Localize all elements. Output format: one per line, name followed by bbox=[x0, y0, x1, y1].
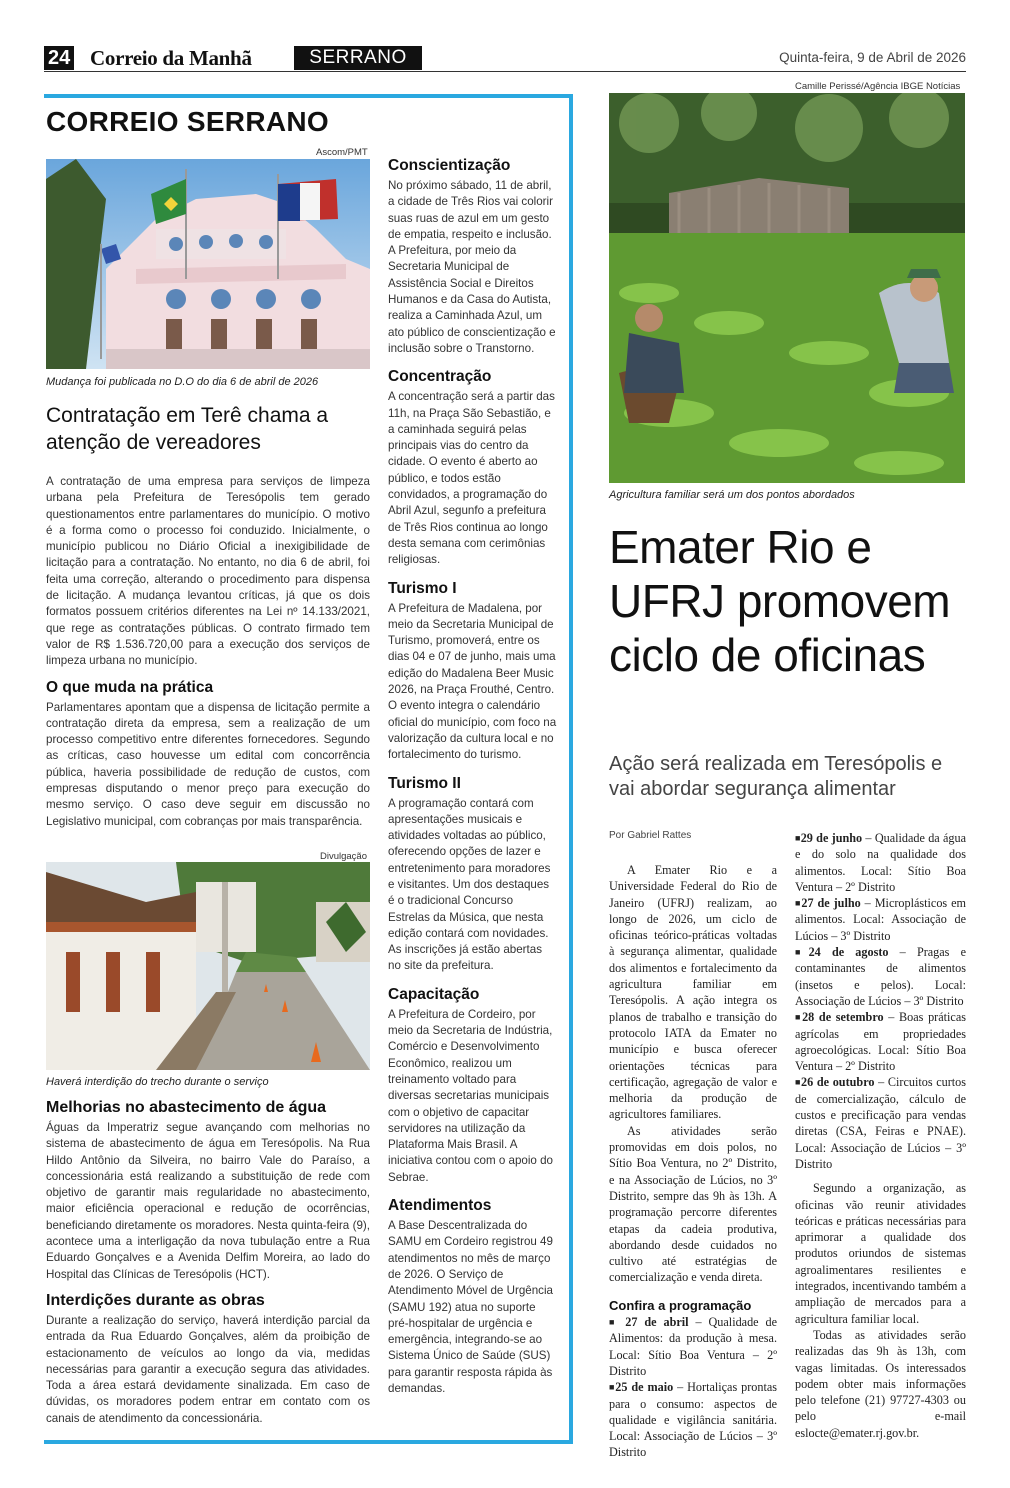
story-subheading: O que muda na prática bbox=[46, 678, 214, 696]
page-number: 24 bbox=[44, 46, 74, 70]
note-body: A concentração será a partir das 11h, na Praça São Sebastião, e a caminhada seguirá pelas principais vias do centro da cidade. O evento é aberto ao público, e todos estão convidados, a programação do Abril Azul, segunfo a prefeitura de Três Rios continua ao longo desta semana com cerimônias religiosas. bbox=[388, 390, 555, 567]
note-title: Atendimentos bbox=[388, 1197, 492, 1215]
program-item: ■24 de agosto – Pragas e contaminantes de alimentos (insetos e pelos). Local: Associação de Lúcios – 3º Distrito bbox=[795, 945, 967, 1008]
note-body: A programação contará com apresentações musicais e atividades voltadas ao público, oferecendo opções de lazer e entretenimento para moradores e visitantes. Um dos destaques é o tradicional Concurso Estrelas da Música, que nesta edição contará com novidades. As inscrições já estão abertas no site da prefeitura. bbox=[388, 796, 551, 973]
box-border-top bbox=[44, 94, 573, 98]
note-title: Conscientização bbox=[388, 157, 511, 174]
note-title: Concentração bbox=[388, 368, 492, 386]
box-border-bottom bbox=[44, 1440, 573, 1444]
photo-caption: Agricultura familiar será um dos pontos abordados bbox=[609, 489, 855, 501]
box-title: CORREIO SERRANO bbox=[46, 106, 329, 137]
program-item: ■ 27 de abril – Qualidade de Alimentos: da produção à mesa. Local: Sítio Boa Ventura – 2º Distrito bbox=[609, 1315, 778, 1378]
article-column-2 bbox=[795, 830, 966, 1441]
article-paragraph: A Emater Rio e a Universidade Federal do Rio de Janeiro (UFRJ) realizam, ao longo de 2026, um ciclo de oficinas teórico-práticas voltadas à segurança alimentar, qualidade dos alimentos e fortalecimento da agricultura familiar em Teresópolis. A ação integra os planos de trabalho e transição do protocolo IATA da Emater no município e busca oferecer orientações técnicas para certificação, agregação de valor e melhoria da produção de agricultores familiares. bbox=[609, 863, 777, 1122]
note-title: Turismo I bbox=[388, 579, 457, 597]
article-byline: Por Gabriel Rattes bbox=[609, 830, 692, 841]
page-header bbox=[44, 44, 966, 72]
story-body: A contratação de uma empresa para serviços de limpeza urbana pela Prefeitura de Teresópolis tem gerado questionamentos entre parlamentares do município. O motivo é a forma como o processo foi conduzido. Inicialmente, o município publicou no Diário Oficial a inexigibilidade de licitação para a contratação. No entanto, no dia 6 de abril, foi feita uma correção, alterando o procedimento para dispensa de licitação. A mudança levantou críticas, já que os dois formatos possuem critérios diferentes na Lei nº 14.133/2021, que rege as contratações públicas. O contrato firmado tem valor de R$ 1.536.720,00 para a execução dos serviços de limpeza urbana no município. bbox=[46, 475, 370, 668]
note-title: Capacitação bbox=[388, 985, 480, 1003]
article-paragraph: Segundo a organização, as oficinas vão reunir atividades teóricas e práticas necessárias para aprimorar a qualidade dos produtos oriundos de sistemas agroalimentares resilientes e integrados, incentivando também a ampliação de mercados para a agricultura familiar local. bbox=[795, 1181, 966, 1326]
farming-photo bbox=[609, 93, 965, 483]
note-body: A Prefeitura de Madalena, por meio da Secretaria Municipal de Turismo, promoverá, entre os dias 04 e 07 de junho, mais uma edição do Madalena Beer Music 2026, na Praça Frouthé, Centro. O evento integra o calendário oficial do município, com foco na valorização da cultura local e no fortalecimento do turismo. bbox=[388, 601, 557, 762]
program-item: ■26 de outubro – Circuitos curtos de comercialização, cálculo de custos e precificação para vendas diretas (CSA, Feiras e PNAE). Local: Associação de Lúcios – 3º Distrito bbox=[795, 1075, 966, 1171]
note-title: Turismo II bbox=[388, 774, 461, 792]
program-title: Confira a programação bbox=[609, 1297, 752, 1313]
note-body: A Base Descentralizada do SAMU em Cordeiro registrou 49 atendimentos no mês de março de 2026. O Serviço de Atendimento Móvel de Urgência (SAMU 192) atua no suporte pré-hospitalar de urgência e emergência, integrando-se ao Sistema Único de Saúde (SUS) para garantir resposta rápida às demandas. bbox=[388, 1219, 553, 1395]
story-abastecimento bbox=[46, 1098, 370, 1427]
program-item: ■28 de setembro – Boas práticas agrícolas em propriedades agroecológicas. Local: Sítio Boa Ventura – 2º Distrito bbox=[795, 1010, 966, 1074]
story-headline: Melhorias no abastecimento de água bbox=[46, 1099, 327, 1116]
program-item: ■27 de julho – Microplásticos em alimentos. Local: Associação de Lúcios – 3º Distrito bbox=[795, 896, 966, 943]
issue-date: Quinta-feira, 9 de Abril de 2026 bbox=[779, 50, 966, 65]
story-subheading: Interdições durante as obras bbox=[46, 1291, 265, 1309]
header-rule bbox=[44, 71, 966, 72]
section-tag: SERRANO bbox=[294, 46, 422, 70]
story-sub-body: Durante a realização do serviço, haverá interdição parcial da entrada da Rua Eduardo Gonçalves, além da proibição de estacionamento de veículos ao longo da via, medidas necessárias para garantir a execução segura das atividades. Toda a área estará devidamente sinalizada. Em caso de dúvidas, os moradores podem entrar em contato com os canais de atendimento da concessionária. bbox=[46, 1313, 370, 1425]
notes-column bbox=[388, 156, 558, 1397]
article-paragraph: As atividades serão promovidas em dois polos, no Sítio Boa Ventura, no 2º Distrito, e na Associação de Lúcios, no 3º Distrito, sempre das 9h às 13h. A programação percorre diferentes etapas da cadeia produtiva, abordando desde cuidados no cultivo até estratégias de comercialização e venda direta. bbox=[609, 1123, 777, 1285]
note-body: No próximo sábado, 11 de abril, a cidade de Três Rios vai colorir suas ruas de azul em um gesto de empatia, respeito e inclusão. A Prefeitura, por meio da Secretaria Municipal de Assistência Social e Direitos Humanos e da Casa do Autista, realiza a Caminhada Azul, um ato público de conscientização e inclusão sobre o Transtorno. bbox=[388, 179, 556, 355]
photo-credit: Ascom/PMT bbox=[316, 147, 368, 158]
story-sub-body: Parlamentares apontam que a dispensa de licitação permite a contratação direta da empresa, sem a realização de um processo competitivo entre diferentes fornecedores. Segundo as críticas, caso houvesse um edital com concorrência pública, haveria possibilidade de redução de custos, com empresas disputando o menor preço para execução do mesmo serviço. O caso deve seguir em discussão no Legislativo municipal, com cobranças por mais transparência. bbox=[46, 700, 370, 828]
program-item: ■29 de junho – Qualidade da água e do solo na qualidade dos alimentos. Local: Sítio Boa Ventura – 2º Distrito bbox=[795, 831, 967, 894]
photo-credit: Camille Perissé/Agência IBGE Notícias bbox=[795, 81, 961, 92]
article-paragraph: Todas as atividades serão realizadas das 9h às 13h, com vagas limitadas. Os interessados podem obter mais informações pelo telefone (21) 97727-4303 ou pelo e-mail eslocte@emater.rj.gov.br. bbox=[795, 1327, 966, 1440]
newspaper-name: Correio da Manhã bbox=[90, 46, 252, 70]
story-contratacao bbox=[46, 402, 370, 830]
photo-caption: Haverá interdição do trecho durante o serviço bbox=[46, 1076, 269, 1088]
article-column-1 bbox=[609, 862, 777, 1461]
note-body: A Prefeitura de Cordeiro, por meio da Secretaria de Indústria, Comércio e Desenvolvimento Econômico, realizou um treinamento voltado para diversas secretarias municipais com o objetivo de capacitar servidores na utilização da Plataforma Mais Brasil. A iniciativa contou com o apoio do Sebrae. bbox=[388, 1007, 553, 1184]
street-works-photo bbox=[46, 862, 370, 1070]
program-item: ■25 de maio – Hortaliças prontas para o consumo: aspectos de qualidade e vigilância sanitária. Local: Associação de Lúcios – 3º Distrito bbox=[609, 1380, 777, 1460]
photo-caption: Mudança foi publicada no D.O do dia 6 de abril de 2026 bbox=[46, 376, 319, 388]
article-headline: Emater Rio e UFRJ promovem ciclo de oficinas bbox=[609, 521, 951, 681]
story-headline: Contratação em Terê chama a atenção de vereadores bbox=[46, 404, 329, 454]
article-subhead: Ação será realizada em Teresópolis e vai abordar segurança alimentar bbox=[609, 753, 943, 800]
box-border-right bbox=[569, 94, 573, 1444]
photo-credit: Divulgação bbox=[320, 851, 367, 862]
city-hall-photo bbox=[46, 159, 370, 369]
story-body: Águas da Imperatriz segue avançando com melhorias no sistema de abastecimento de água em Teresópolis. Na Rua Hildo Antônio da Silveira, no bairro Vale do Paraíso, a concessionária está realizando a substituição de rede com objetivo de garantir mais regularidade no abastecimento, maior eficiência operacional e redução de ocorrências, beneficiando diretamente os moradores. Nesta quinta-feira (9), acontece uma a interligação da nova tubulação entre a Rua Eduardo Gonçalves e a Avenida Delfim Moreira, ao lado do Hospital das Clínicas de Teresópolis (HCT). bbox=[46, 1121, 370, 1281]
